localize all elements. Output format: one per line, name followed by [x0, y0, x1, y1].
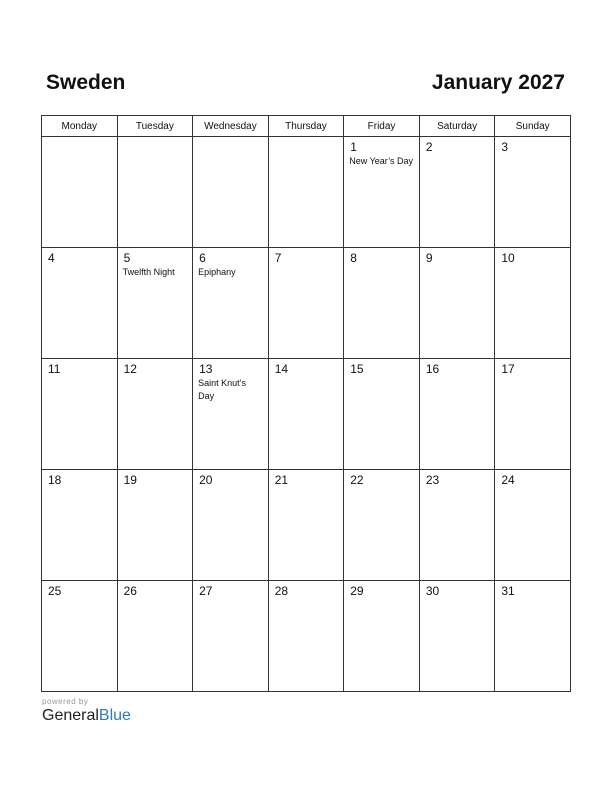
day-number: 12	[123, 362, 137, 376]
weekday-tuesday: Tuesday	[117, 116, 193, 137]
day-cell	[344, 359, 420, 470]
day-number: 25	[48, 584, 62, 598]
day-number: 23	[425, 473, 440, 487]
day-cell	[117, 248, 193, 359]
day-number: 28	[274, 584, 289, 598]
holiday-label: Saint Knut’s Day	[198, 378, 246, 401]
day-cell	[42, 470, 118, 581]
day-number: 29	[350, 584, 364, 598]
day-cell	[117, 359, 193, 470]
country-title: Sweden	[46, 71, 126, 94]
logo-general-text: General	[42, 707, 99, 724]
day-cell	[42, 137, 118, 248]
weekday-sunday: Sunday	[495, 116, 571, 137]
day-number: 21	[274, 473, 289, 487]
day-cell	[419, 137, 495, 248]
day-number: 1	[350, 140, 357, 154]
generalblue-logo	[42, 707, 131, 725]
week-row	[42, 359, 571, 470]
day-number: 16	[425, 362, 440, 376]
day-cell	[268, 470, 344, 581]
day-number: 26	[123, 584, 137, 598]
week-row	[42, 581, 571, 692]
day-cell	[495, 470, 571, 581]
day-cell	[419, 581, 495, 692]
day-cell	[117, 470, 193, 581]
holiday-label: New Year’s Day	[349, 156, 413, 166]
day-number: 3	[501, 140, 509, 154]
day-cell	[419, 359, 495, 470]
day-cell	[268, 581, 344, 692]
weekday-monday: Monday	[42, 116, 118, 137]
day-number: 20	[199, 473, 213, 487]
holiday-label: Twelfth Night	[122, 267, 175, 277]
weekday-thursday: Thursday	[268, 116, 344, 137]
day-number: 30	[425, 584, 440, 598]
day-cell	[495, 248, 571, 359]
day-cell	[344, 248, 420, 359]
day-cell	[344, 581, 420, 692]
day-number: 6	[199, 251, 206, 265]
day-cell	[42, 581, 118, 692]
week-row	[42, 248, 571, 359]
day-cell	[42, 248, 118, 359]
weekday-header-row	[42, 116, 571, 137]
day-cell	[344, 137, 420, 248]
holiday-label: Epiphany	[198, 267, 236, 277]
day-number: 17	[501, 362, 515, 376]
logo-blue-text: Blue	[98, 707, 131, 724]
day-cell	[344, 470, 420, 581]
day-cell	[268, 137, 344, 248]
day-cell	[117, 581, 193, 692]
day-cell	[495, 581, 571, 692]
day-cell	[193, 470, 269, 581]
day-cell	[419, 248, 495, 359]
day-cell	[268, 359, 344, 470]
week-row	[42, 470, 571, 581]
day-number: 11	[48, 362, 61, 376]
day-number: 10	[501, 251, 515, 265]
month-title: January 2027	[431, 71, 565, 94]
footer-branding	[42, 697, 131, 725]
calendar-grid	[41, 115, 571, 692]
day-number: 31	[501, 584, 515, 598]
day-cell	[268, 248, 344, 359]
day-number: 27	[199, 584, 213, 598]
day-cell	[193, 137, 269, 248]
day-number: 7	[274, 251, 282, 265]
day-number: 2	[425, 140, 433, 154]
day-number: 14	[274, 362, 289, 376]
day-number: 19	[123, 473, 137, 487]
day-number: 9	[425, 251, 433, 265]
day-cell	[42, 359, 118, 470]
day-number: 13	[199, 362, 213, 376]
day-cell	[495, 359, 571, 470]
day-number: 22	[350, 473, 364, 487]
day-number: 24	[501, 473, 515, 487]
weekday-saturday: Saturday	[419, 116, 495, 137]
day-number: 15	[350, 362, 364, 376]
day-cell	[193, 581, 269, 692]
weekday-friday: Friday	[344, 116, 420, 137]
day-cell	[419, 470, 495, 581]
week-row	[42, 137, 571, 248]
day-cell	[193, 248, 269, 359]
day-cell	[193, 359, 269, 470]
day-number: 8	[350, 251, 357, 265]
day-number: 5	[123, 251, 131, 265]
day-number: 4	[48, 251, 55, 265]
day-cell	[117, 137, 193, 248]
powered-by-text: powered by	[42, 697, 89, 706]
day-number: 18	[48, 473, 62, 487]
day-cell	[495, 137, 571, 248]
weekday-wednesday: Wednesday	[193, 116, 269, 137]
